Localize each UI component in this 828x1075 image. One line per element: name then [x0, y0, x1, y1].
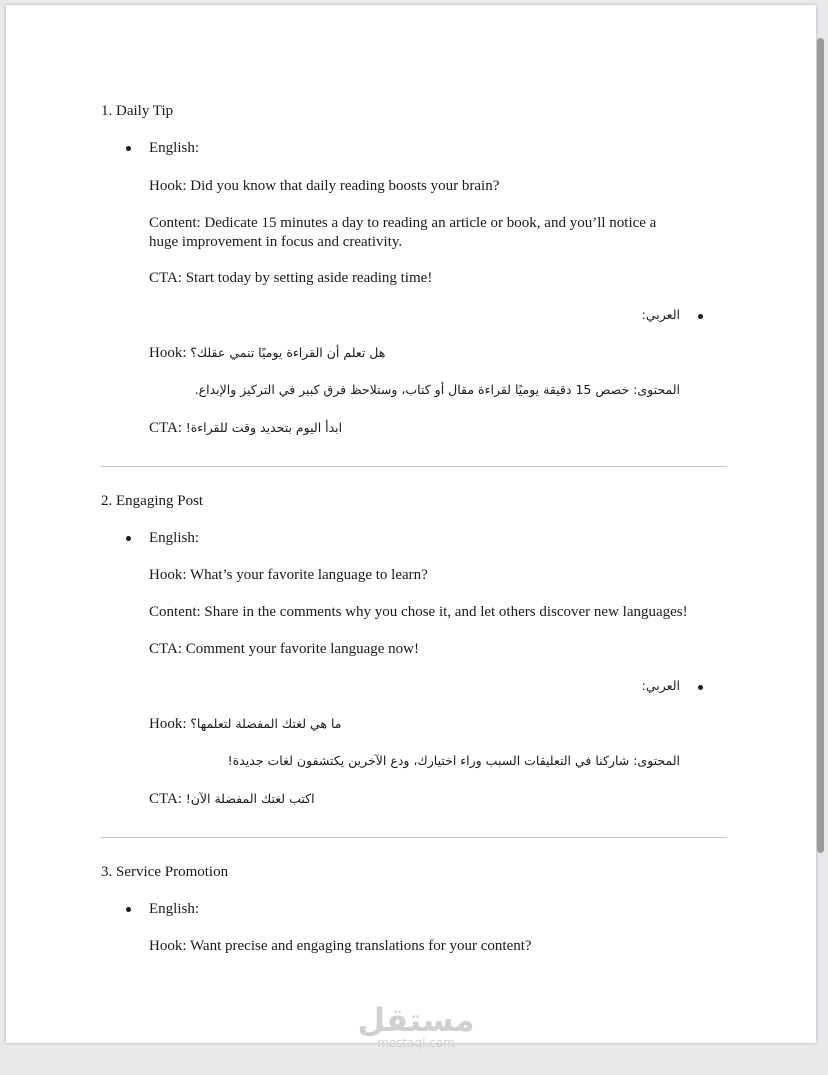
arabic-hook-text: ما هي لغتك المفضلة لتعلمها؟: [190, 716, 342, 731]
document-body: [6, 5, 816, 1043]
section-divider: [101, 837, 727, 838]
arabic-hook: [149, 714, 342, 734]
mostaql-watermark: [356, 1003, 476, 1049]
vertical-scrollbar[interactable]: [817, 38, 824, 853]
english-label: English:: [149, 140, 200, 156]
hook-text: Hook: Did you know that daily reading boosts your brain?: [149, 178, 500, 194]
cta-prefix: CTA:: [149, 420, 182, 436]
watermark-latin: mostaql.com: [377, 1036, 455, 1050]
hook-prefix: Hook:: [149, 716, 187, 732]
arabic-label: العربي:: [641, 678, 680, 693]
cta-text: CTA: Start today by setting aside reading time!: [149, 270, 433, 286]
arabic-hook: [149, 343, 385, 363]
content-text: Content: Dedicate 15 minutes a day to reading an article or book, and you’ll notice a: [149, 215, 657, 231]
hook-prefix: Hook:: [149, 345, 187, 361]
section-heading: 3. Service Promotion: [101, 864, 229, 880]
bullet-icon: [698, 685, 703, 690]
hook-text: Hook: Want precise and engaging translations for your content?: [149, 938, 532, 954]
bullet-icon: [126, 146, 131, 151]
watermark-arabic: مستقل: [357, 1001, 475, 1039]
cta-text: CTA: Comment your favorite language now!: [149, 641, 419, 657]
arabic-content: المحتوى: خصص 15 دقيقة يوميًا لقراءة مقال أو كتاب، وستلاحظ فرق كبير في التركيز والإبداع.: [194, 382, 680, 397]
bullet-icon: [126, 907, 131, 912]
arabic-cta: [149, 789, 315, 809]
english-label: English:: [149, 901, 200, 917]
arabic-cta-text: اكتب لغتك المفضلة الآن!: [185, 791, 315, 806]
section-heading: 1. Daily Tip: [101, 103, 174, 119]
arabic-cta: [149, 418, 342, 438]
cta-prefix: CTA:: [149, 791, 182, 807]
bullet-icon: [698, 314, 703, 319]
arabic-content: المحتوى: شاركنا في التعليقات السبب وراء اختيارك، ودع الآخرين يكتشفون لغات جديدة!: [227, 753, 680, 768]
arabic-hook-text: هل تعلم أن القراءة يوميًا تنمي عقلك؟: [190, 345, 386, 360]
arabic-label: العربي:: [641, 307, 680, 322]
section-divider: [101, 466, 727, 467]
english-label: English:: [149, 530, 200, 546]
hook-text: Hook: What’s your favorite language to learn?: [149, 567, 428, 583]
section-heading: 2. Engaging Post: [101, 493, 204, 509]
content-text: Content: Share in the comments why you chose it, and let others discover new languages!: [149, 604, 688, 620]
content-text-continued: huge improvement in focus and creativity.: [149, 234, 403, 250]
document-page: [6, 5, 816, 1050]
arabic-cta-text: ابدأ اليوم بتحديد وقت للقراءة!: [185, 420, 343, 435]
bullet-icon: [126, 536, 131, 541]
